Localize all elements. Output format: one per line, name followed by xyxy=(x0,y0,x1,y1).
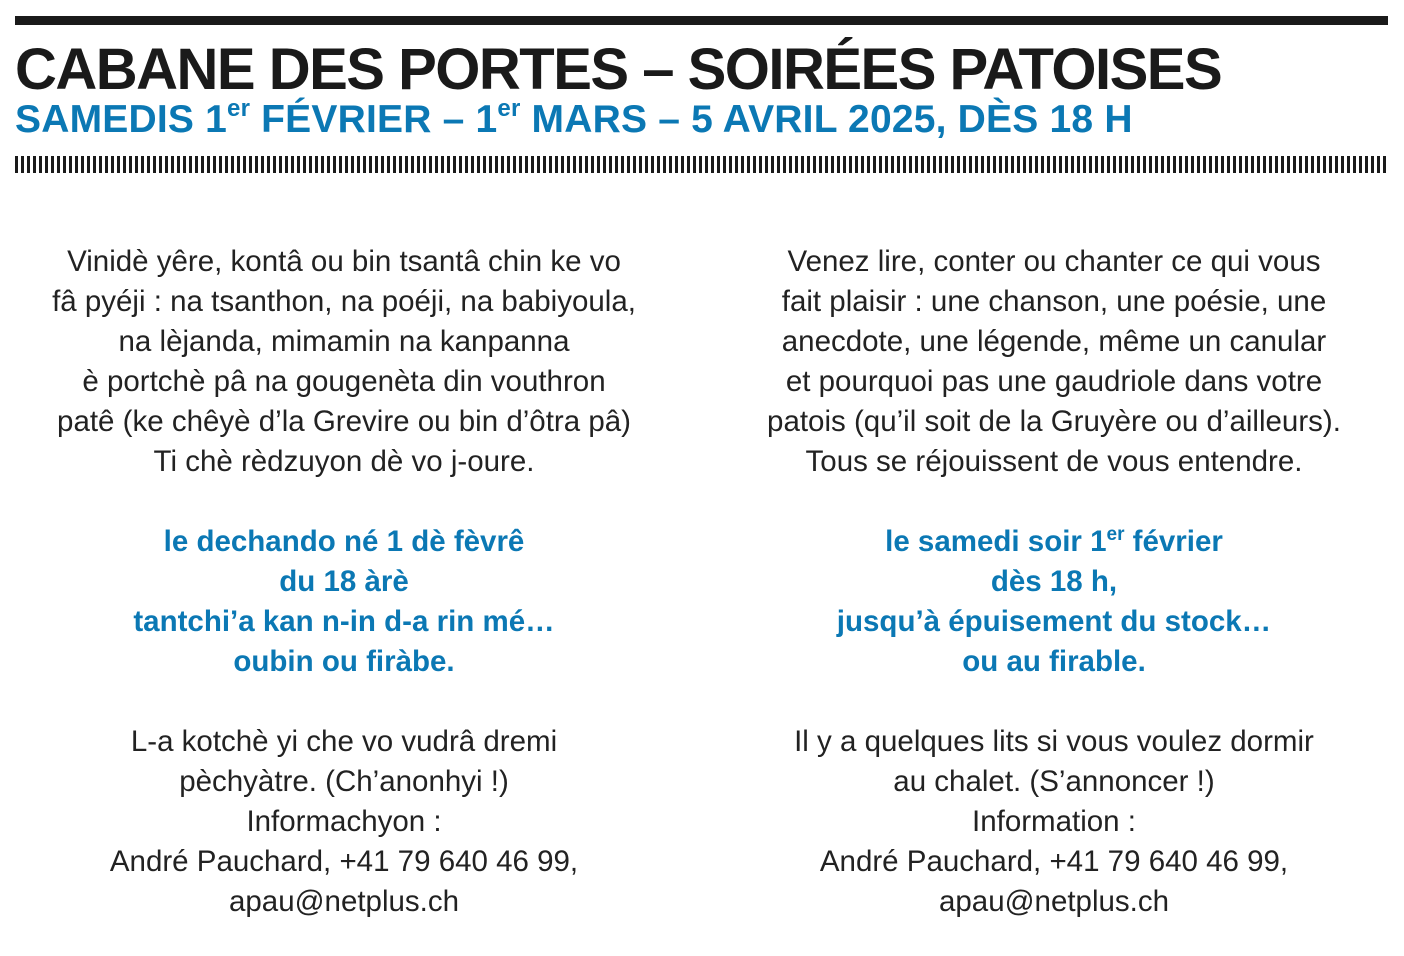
spacer xyxy=(718,482,1390,522)
french-info-line: au chalet. (S’annoncer !) xyxy=(893,765,1215,798)
spacer xyxy=(6,482,682,522)
french-intro-line: fait plaisir : une chanson, une poésie, une xyxy=(781,285,1327,318)
french-contact-email: apau@netplus.ch xyxy=(938,885,1170,918)
french-schedule-sup: er xyxy=(1106,524,1125,546)
french-intro-line: patois (qu’il soit de la Gruyère ou d’ailleurs). xyxy=(767,405,1341,438)
french-intro-line: et pourquoi pas une gaudriole dans votre xyxy=(785,365,1323,398)
french-schedule-line: dès 18 h, xyxy=(990,565,1118,598)
subtitle-part-3: MARS – 5 AVRIL 2025, DÈS 18 H xyxy=(520,98,1133,141)
spacer xyxy=(6,682,682,722)
patois-schedule-line: tantchi’a kan n-in d-a rin mé… xyxy=(133,605,555,638)
patois-column xyxy=(6,242,682,922)
subtitle-sup-1: er xyxy=(227,95,251,122)
french-contact-phone: André Pauchard, +41 79 640 46 99, xyxy=(819,845,1289,878)
french-schedule xyxy=(718,522,1390,682)
subtitle-part-1: SAMEDIS 1 xyxy=(15,98,228,141)
tick-divider xyxy=(15,156,1388,173)
patois-intro-line: patê (ke chêyè d’la Grevire ou bin d’ôtra pâ) xyxy=(57,405,631,438)
patois-intro xyxy=(6,242,682,482)
french-intro xyxy=(718,242,1390,482)
patois-info-line: pèchyàtre. (Ch’anonhyi !) xyxy=(179,765,509,798)
top-rule xyxy=(15,16,1388,25)
patois-intro-line: Vinidè yêre, kontâ ou bin tsantâ chin ke vo xyxy=(67,245,621,278)
patois-schedule-line: oubin ou firàbe. xyxy=(233,645,455,678)
patois-intro-line: Ti chè rèdzuyon dè vo j-oure. xyxy=(153,445,535,478)
patois-info-line: L-a kotchè yi che vo vudrâ dremi xyxy=(130,725,558,758)
patois-intro-line: fâ pyéji : na tsanthon, na poéji, na babiyoula, xyxy=(52,285,636,318)
patois-schedule-line: du 18 àrè xyxy=(279,565,409,598)
french-schedule-line: ou au firable. xyxy=(962,645,1146,678)
french-schedule-line: jusqu’à épuisement du stock… xyxy=(836,605,1272,638)
french-schedule-month: février xyxy=(1124,525,1223,558)
french-intro-line: Venez lire, conter ou chanter ce qui vous xyxy=(787,245,1321,278)
french-intro-line: Tous se réjouissent de vous entendre. xyxy=(805,445,1303,478)
patois-info-label: Informachyon : xyxy=(246,805,442,838)
patois-intro-line: è portchè pâ na gougenèta din vouthron xyxy=(82,365,606,398)
french-info xyxy=(718,722,1390,922)
patois-contact-phone: André Pauchard, +41 79 640 46 99, xyxy=(109,845,579,878)
patois-schedule xyxy=(6,522,682,682)
french-info-line: Il y a quelques lits si vous voulez dormir xyxy=(794,725,1314,758)
patois-contact-email: apau@netplus.ch xyxy=(228,885,460,918)
french-schedule-line xyxy=(718,522,1390,562)
french-schedule-date: le samedi soir 1 xyxy=(885,525,1107,558)
subtitle-part-2: FÉVRIER – 1 xyxy=(250,98,498,141)
french-info-label: Information : xyxy=(972,805,1136,838)
subtitle-sup-2: er xyxy=(497,95,521,122)
page-title: CABANE DES PORTES – SOIRÉES PATOISES xyxy=(15,37,1222,102)
patois-intro-line: na lèjanda, mimamin na kanpanna xyxy=(118,325,570,358)
french-intro-line: anecdote, une légende, même un canular xyxy=(781,325,1327,358)
event-dates-subtitle xyxy=(15,95,1133,142)
patois-info xyxy=(6,722,682,922)
spacer xyxy=(718,682,1390,722)
patois-schedule-line: le dechando né 1 dè fèvrê xyxy=(163,525,525,558)
french-column xyxy=(718,242,1390,922)
